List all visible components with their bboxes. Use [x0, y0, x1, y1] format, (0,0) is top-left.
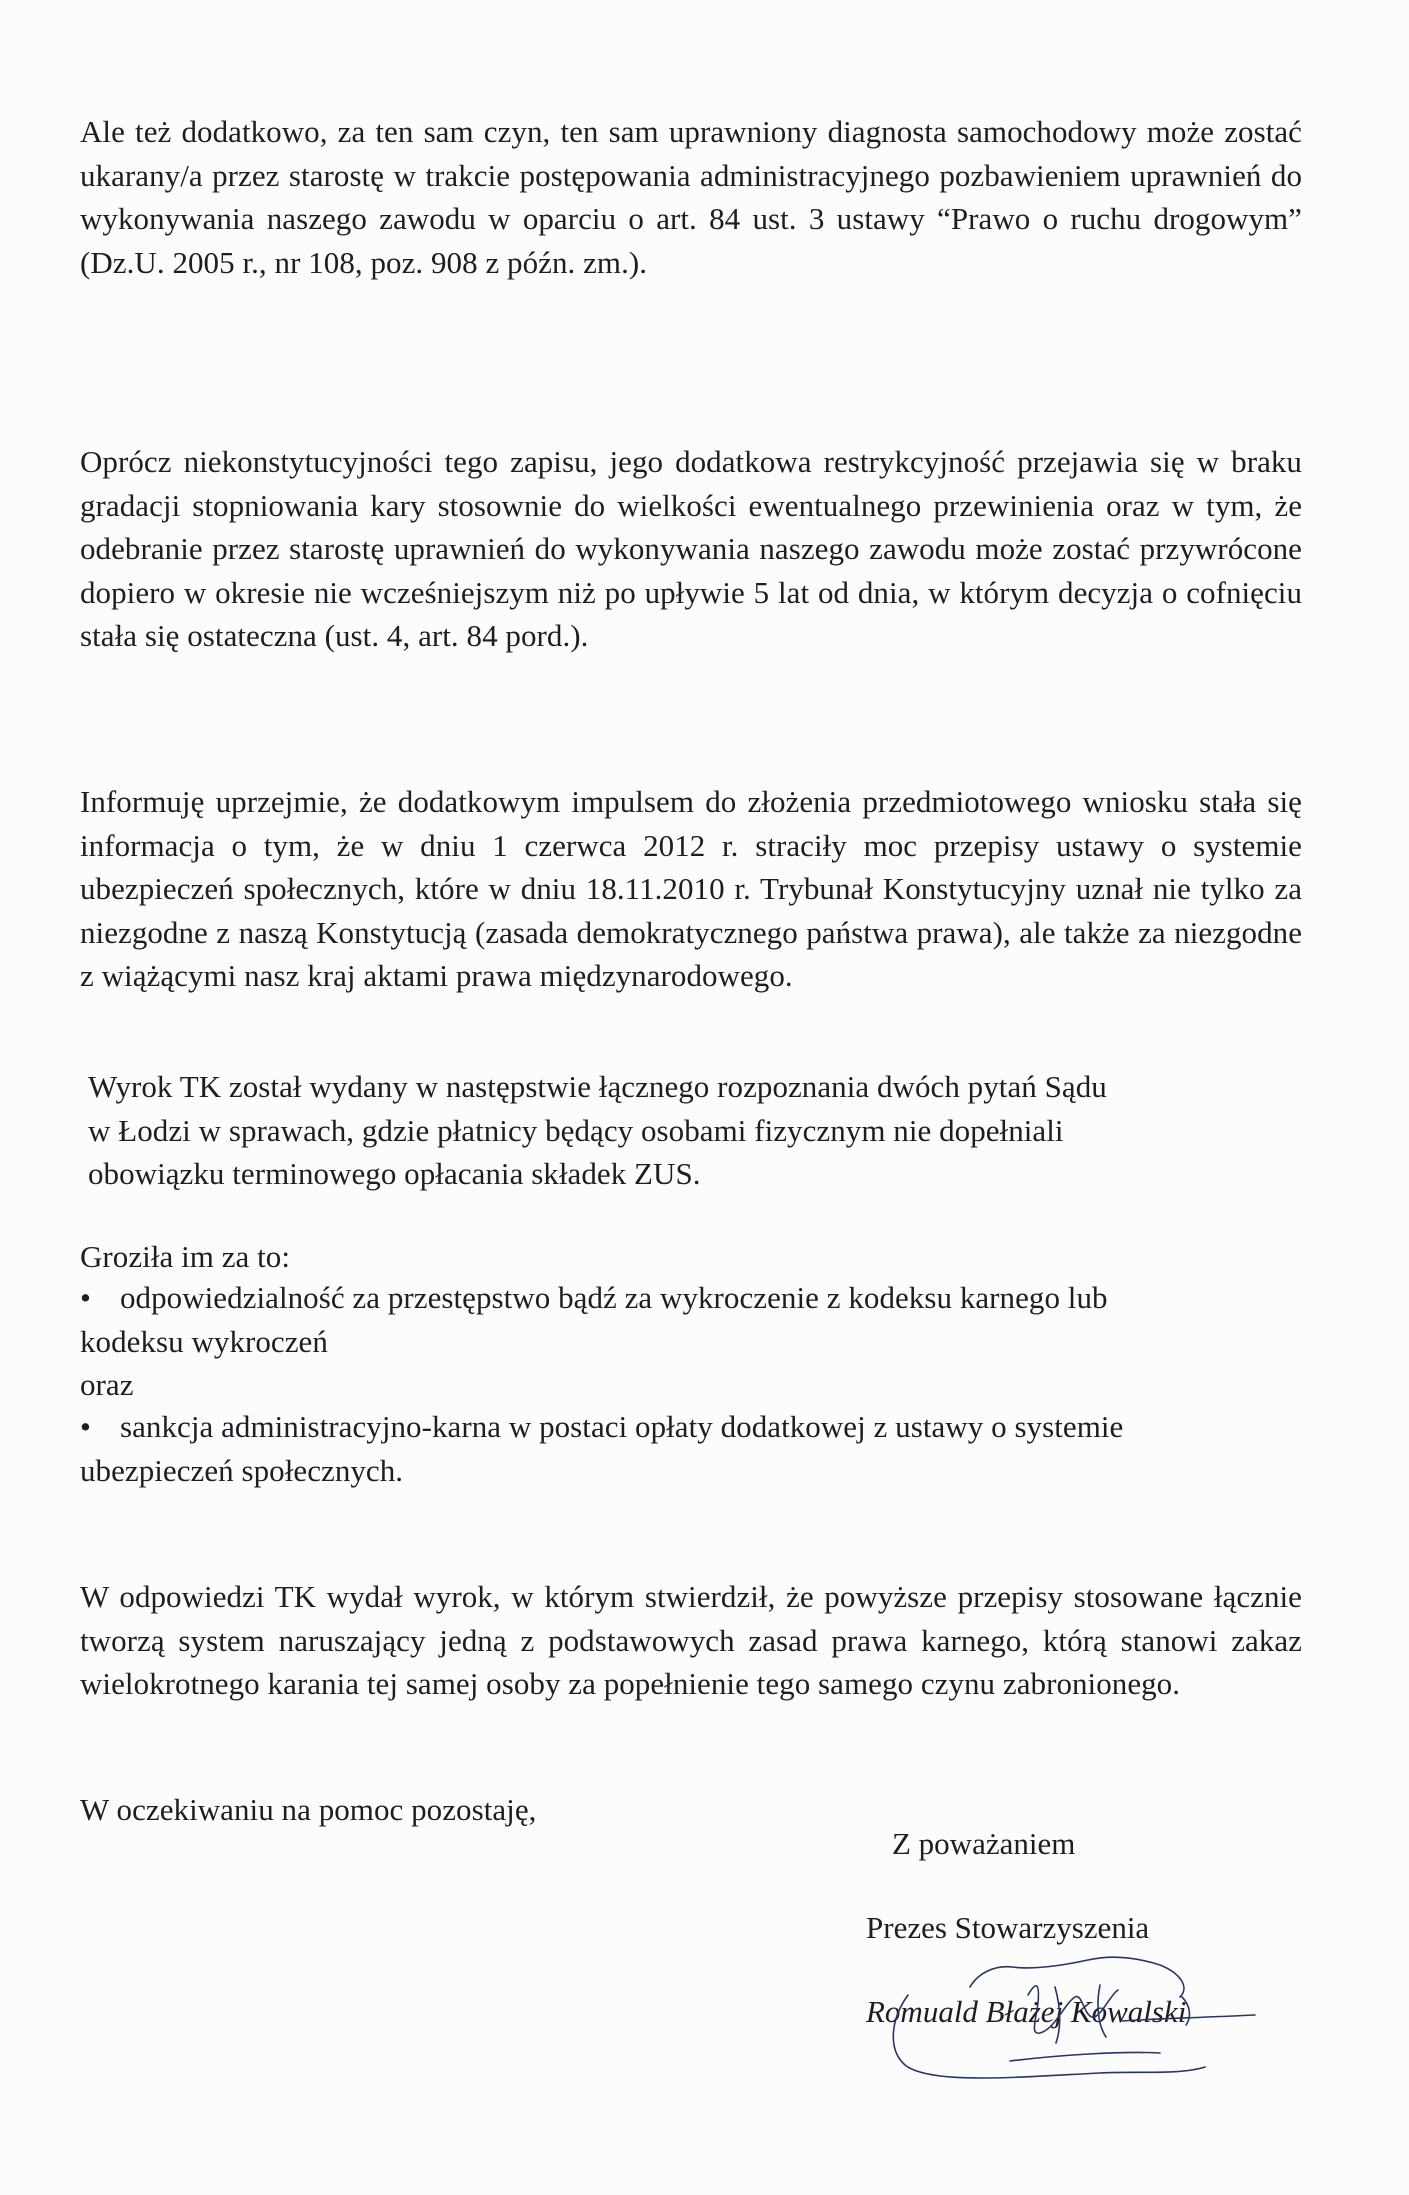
- paragraph-restrictiveness: Oprócz niekonstytucyjności tego zapisu, jego dodatkowa restrykcyjność przejawia się w braku gradacji stopniowania kary stosownie do wielkości ewentualnego przewinienia oraz w tym, że odebranie przez starostę uprawnień do wykonywania naszego zawodu może zostać przywrócone dopiero w okresie nie wcześniejszym niż po upływie 5 lat od dnia, w którym decyzja o cofnięciu stała się ostateczna (ust. 4, art. 84 pord.).: [80, 444, 1302, 654]
- bullet-icon: •: [80, 1409, 91, 1444]
- signature-name: Romuald Błażej Kowalski: [866, 1994, 1187, 2029]
- paragraph-tk-ruling: [88, 1065, 1302, 1196]
- paragraph-license-revocation: Ale też dodatkowo, za ten sam czyn, ten sam uprawniony diagnosta samochodowy może zostać ukarany/a przez starostę w trakcie postępowania administracyjnego pozbawieniem uprawnień do wykonywania naszego zawodu w oparciu o art. 84 ust. 3 ustawy “Prawo o ruchu drogowym” (Dz.U. 2005 r., nr 108, poz. 908 z późn. zm.).: [80, 114, 1302, 280]
- paragraph-line: w Łodzi w sprawach, gdzie płatnicy będący osobami fizycznym nie dopełniali: [88, 1112, 1064, 1148]
- signature-title: Prezes Stowarzyszenia: [866, 1910, 1150, 1945]
- bullet-item-administrative-sanction: [80, 1405, 1302, 1492]
- paragraph-threat-intro: Groziła im za to:: [80, 1239, 291, 1274]
- bullet-icon: •: [80, 1280, 91, 1315]
- bullet-continuation: kodeksu wykroczeń: [80, 1323, 328, 1359]
- paragraph-tk-response: W odpowiedzi TK wydał wyrok, w którym stwierdził, że powyższe przepisy stosowane łącznie tworzą system naruszający jedną z podstawowych zasad prawa karnego, którą stanowi zakaz wielokrotnego karania tej samej osoby za popełnienie tego samego czynu zabronionego.: [80, 1579, 1302, 1702]
- bullet-continuation: ubezpieczeń społecznych.: [80, 1452, 404, 1488]
- bullet-text: odpowiedzialność za przestępstwo bądź za wykroczenie z kodeksu karnego lub: [120, 1280, 1108, 1315]
- signature-closing: Z poważaniem: [892, 1826, 1076, 1861]
- bullet-item-criminal-liability: [80, 1276, 1302, 1407]
- conjunction-text: oraz: [80, 1367, 134, 1403]
- paragraph-impulse: Informuję uprzejmie, że dodatkowym impulsem do złożenia przedmiotowego wniosku stała się informacja o tym, że w dniu 1 czerwca 2012 r. straciły moc przepisy ustawy o systemie ubezpieczeń społecznych, które w dniu 18.11.2010 r. Trybunał Konstytucyjny uznał nie tylko za niezgodne z naszą Konstytucją (zasada demokratycznego państwa prawa), ale także za niezgodne z wiążącymi nasz kraj aktami prawa międzynarodowego.: [80, 784, 1302, 994]
- paragraph-line: Wyrok TK został wydany w następstwie łącznego rozpoznania dwóch pytań Sądu: [88, 1069, 1107, 1104]
- paragraph-line: obowiązku terminowego opłacania składek ZUS.: [88, 1156, 701, 1192]
- paragraph-closing-request: W oczekiwaniu na pomoc pozostaję,: [80, 1792, 537, 1827]
- bullet-text: sankcja administracyjno-karna w postaci opłaty dodatkowej z ustawy o systemie: [120, 1409, 1124, 1444]
- handwritten-signature: [860, 1925, 1260, 2085]
